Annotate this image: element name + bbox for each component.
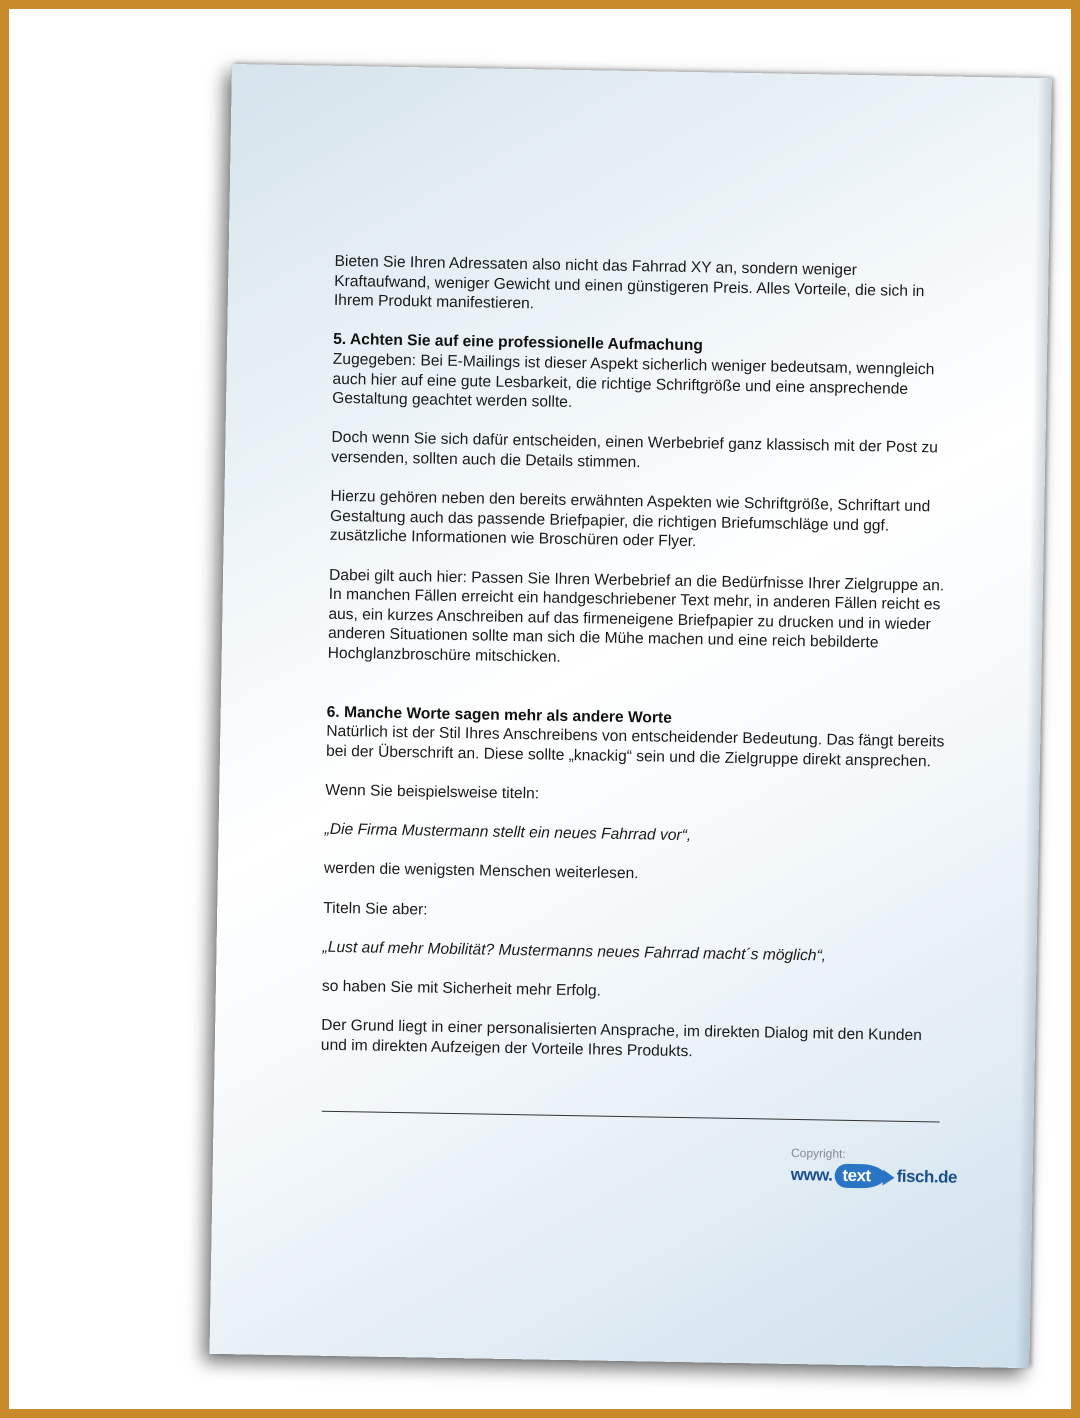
document-body [320,252,954,1086]
section-6-paragraph-6: Der Grund liegt in einer personalisierten Ansprache, im direkten Dialog mit den Kunden und im direkten Aufzeigen der Vorteile Ihres Produkts. [320,1016,922,1060]
section-6-paragraph-1: Natürlich ist der Stil Ihres Anschreibens von entscheidender Bedeutung. Das fängt bereits bei der Überschrift an. Diese sollte „knackig“ sein und die Zielgruppe direkt ansprechen. [325,722,945,771]
section-6-paragraph-5: so haben Sie mit Sicherheit mehr Erfolg. [321,977,602,1000]
section-5-paragraph-1: Zugegeben: Bei E-Mailings ist dieser Aspekt sicherlich weniger bedeutsam, wenngleich auch hier auf eine gute Lesbarkeit, die richtige Schriftgröße und eine ansprechende Gestaltung geachtet werden sollte. [332,350,935,412]
quote-2-text: „Lust auf mehr Mobilität? Mustermanns neues Fahrrad macht´s möglich“, [322,938,827,965]
fish-logo-icon [834,1164,885,1189]
quote-1-text: „Die Firma Mustermann stellt ein neues Fahrrad vor“, [324,820,692,845]
section-6-paragraph-2: Wenn Sie beispielsweise titeln: [325,781,540,803]
section-5-paragraph-4: Dabei gilt auch hier: Passen Sie Ihren Werbebrief an die Bedürfnisse Ihrer Zielgruppe an. In manchen Fällen erreicht ein handgeschriebener Text mehr, in anderen Fällen reicht es aus, ein kurzes Anschreiben auf das firmeneigene Briefpapier zu drucken und in wieder anderen Situationen sollte man sich die Mühe machen und eine reich bebilderte Hochglanzbroschüre mitschicken. [327,566,945,666]
logo-fish-text: text [842,1165,871,1186]
copyright-label: Copyright: [790,1145,846,1161]
section-5-paragraph-2: Doch wenn Sie sich dafür entscheiden, einen Werbebrief ganz klassisch mit der Post zu versenden, sollten auch die Details stimmen. [331,429,939,472]
section-6-quote-1 [324,820,944,850]
section-6-quote-2 [322,937,942,967]
section-5-heading: 5. Achten Sie auf eine professionelle Aufmachung [333,331,704,355]
logo-prefix: www. [790,1164,833,1185]
section-6-paragraph-4: Titeln Sie aber: [323,899,428,919]
section-6-paragraph-3: werden die wenigsten Menschen weiterlesen. [323,860,639,883]
textfisch-logo [790,1162,957,1191]
paragraph-intro: Bieten Sie Ihren Adressaten also nicht das Fahrrad XY an, sondern weniger Kraftaufwand, weniger Gewicht und einen günstigeren Preis. Alles Vorteile, die sich in Ihrem Produkt manifestieren. [333,252,925,313]
section-5-paragraph-3: Hierzu gehören neben den bereits erwähnten Aspekten wie Schriftgröße, Schriftart und Gestaltung auch das passende Briefpapier, die richtigen Briefumschläge und ggf. zusätzliche Informationen wie Broschüren oder Flyer. [329,487,931,551]
logo-suffix: fisch.de [896,1166,958,1187]
section-6-heading: 6. Manche Worte sagen mehr als andere Worte [326,703,673,727]
footer-divider [322,1111,940,1123]
document-page [209,64,1051,1368]
